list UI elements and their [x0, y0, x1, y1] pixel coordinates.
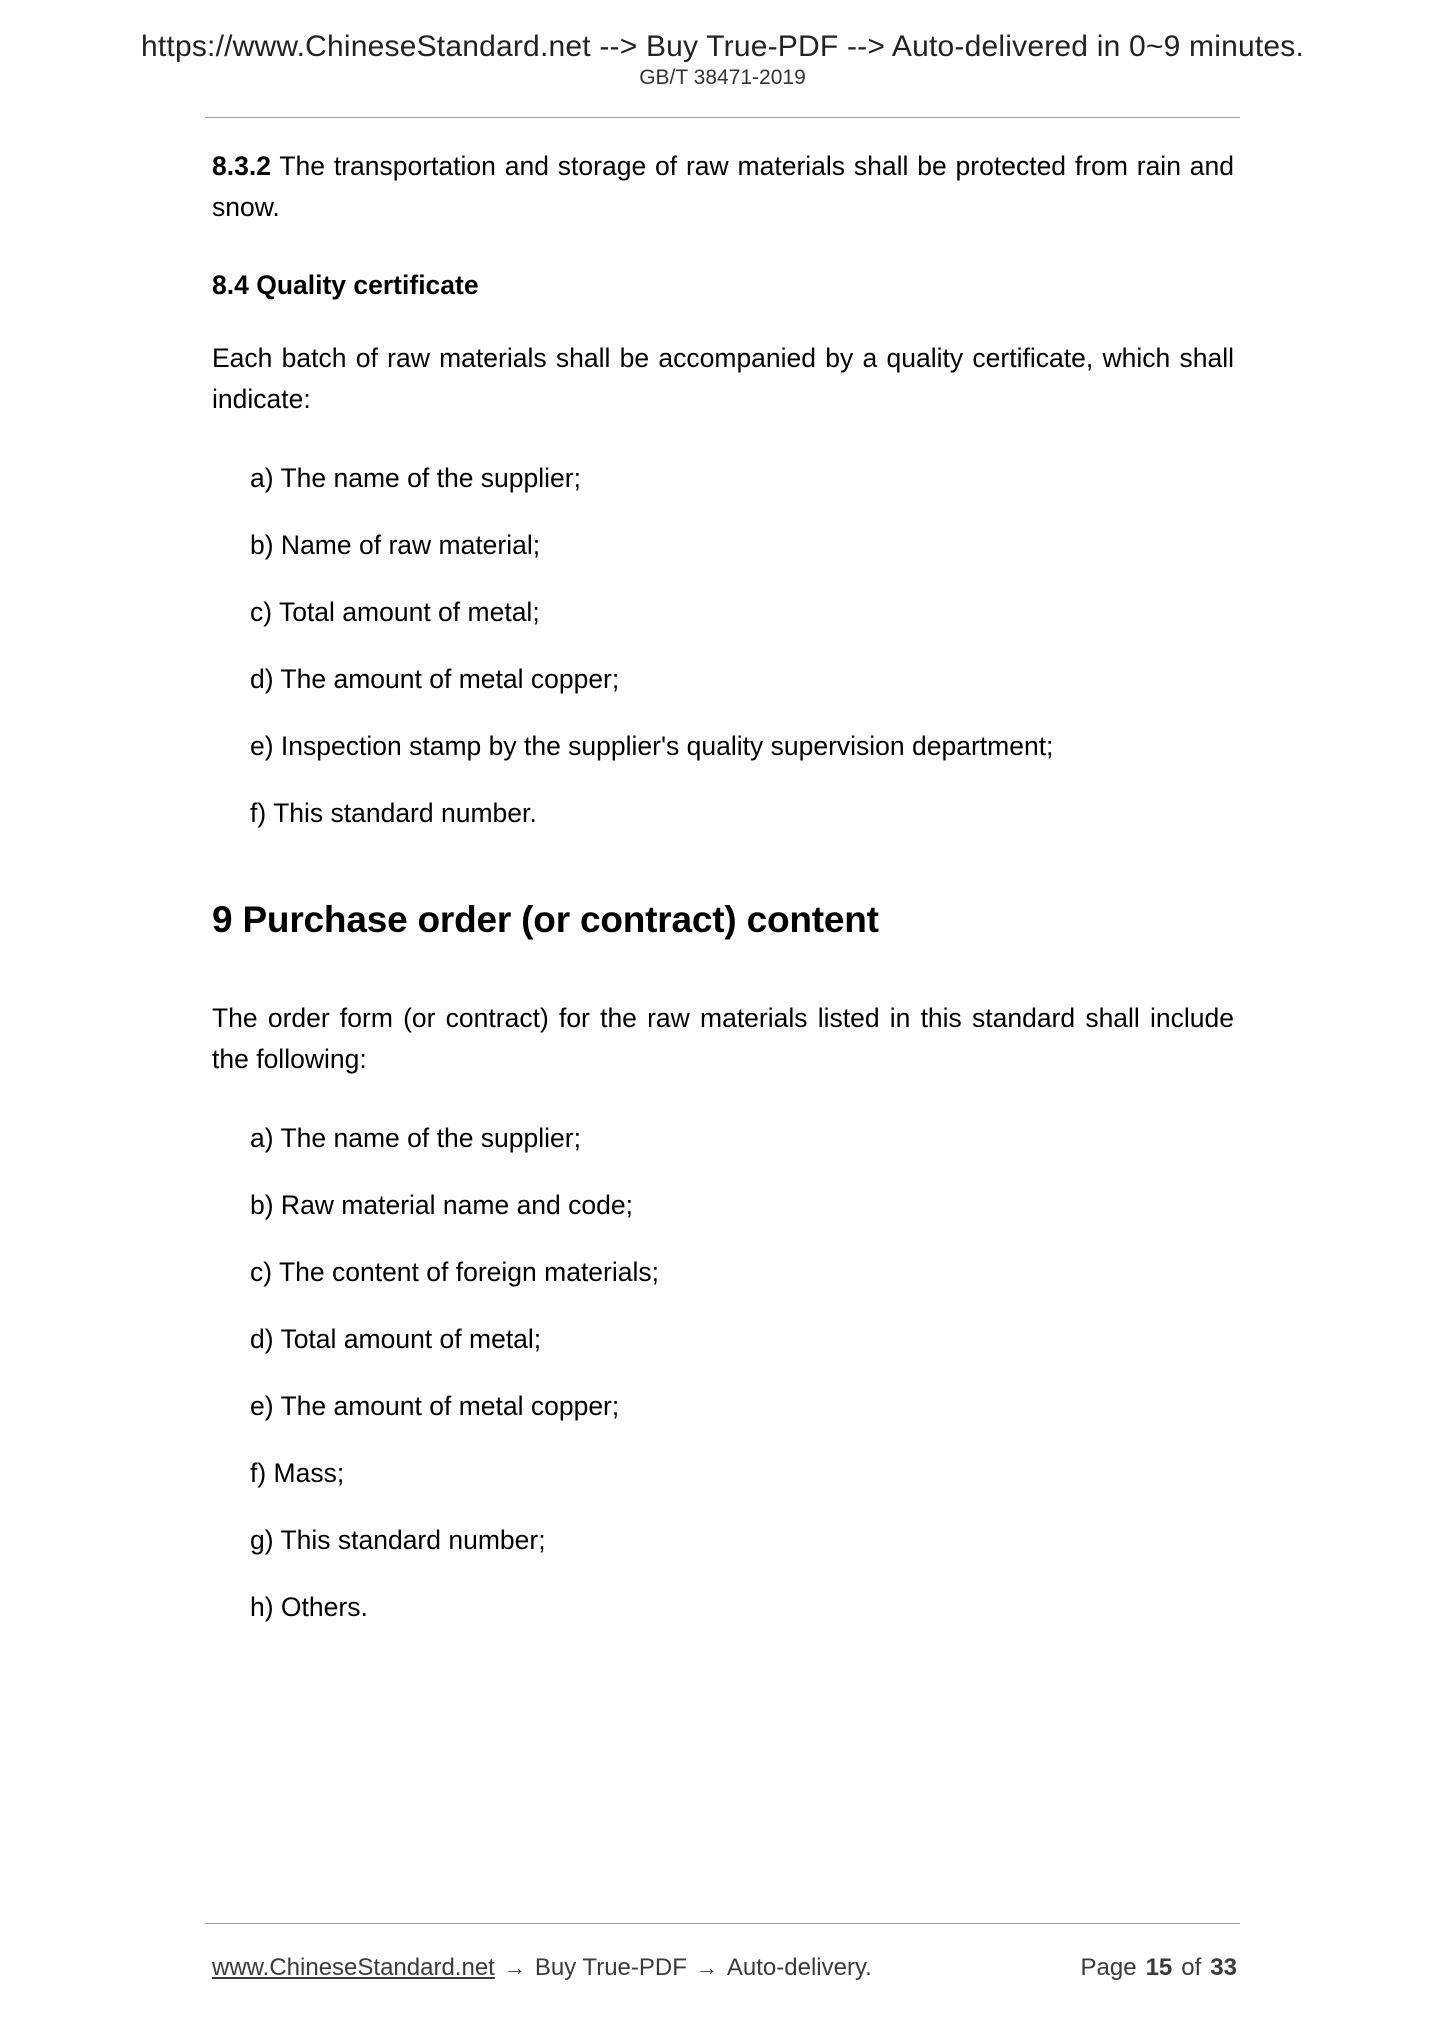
- list-item: g) This standard number;: [250, 1525, 546, 1555]
- arrow-right-icon: →: [503, 1955, 526, 1980]
- page-header: [0, 30, 1445, 90]
- list-item: e) The amount of metal copper;: [250, 1391, 620, 1421]
- page-indicator: [1081, 1954, 1237, 1982]
- footer-divider: [205, 1923, 1240, 1924]
- section-9-heading-block: [212, 896, 1234, 944]
- list-item: a) The name of the supplier;: [250, 463, 581, 493]
- footer-site-link[interactable]: www.ChineseStandard.net: [212, 1954, 495, 1981]
- order-item-list: [212, 1118, 1234, 1628]
- list-item: e) Inspection stamp by the supplier's quality supervision department;: [250, 731, 1054, 761]
- page-number: 15: [1145, 1954, 1173, 1981]
- list-item: a) The name of the supplier;: [250, 1123, 581, 1153]
- header-divider: [205, 117, 1240, 118]
- list-item: f) This standard number.: [250, 798, 537, 828]
- page-label: Page: [1080, 1954, 1137, 1981]
- arrow-right-icon: →: [695, 1955, 718, 1980]
- section-9-intro-block: [212, 998, 1234, 1080]
- list-item: b) Name of raw material;: [250, 530, 541, 560]
- page-content: [212, 146, 1234, 1628]
- clause-8-4-intro: Each batch of raw materials shall be accompanied by a quality certificate, which shall indicate:: [212, 343, 1234, 414]
- page-footer: [205, 1954, 1240, 1982]
- footer-delivery-label: Auto-delivery.: [726, 1954, 872, 1981]
- clause-8-4-heading: 8.4 Quality certificate: [212, 270, 479, 300]
- page-total: 33: [1210, 1954, 1237, 1981]
- page-of-label: of: [1181, 1954, 1202, 1981]
- certificate-item-list: [212, 458, 1234, 834]
- list-item: c) The content of foreign materials;: [250, 1257, 659, 1287]
- list-item: f) Mass;: [250, 1458, 345, 1488]
- section-9-intro: The order form (or contract) for the raw materials listed in this standard shall include the following:: [212, 1003, 1234, 1074]
- clause-8-3-2: [212, 146, 1234, 228]
- list-item: b) Raw material name and code;: [250, 1190, 633, 1220]
- clause-8-3-2-number: 8.3.2: [212, 151, 271, 181]
- list-item: c) Total amount of metal;: [250, 597, 540, 627]
- list-item: d) Total amount of metal;: [250, 1324, 542, 1354]
- footer-buy-label: Buy True-PDF: [534, 1954, 687, 1981]
- clause-8-4-intro-block: [212, 338, 1234, 420]
- clause-8-4-heading-block: [212, 266, 1234, 304]
- promo-banner: https://www.ChineseStandard.net --> Buy True-PDF --> Auto-delivered in 0~9 minutes.: [141, 30, 1304, 63]
- footer-promo: [212, 1954, 872, 1982]
- list-item: d) The amount of metal copper;: [250, 664, 620, 694]
- list-item: h) Others.: [250, 1592, 368, 1622]
- section-9-heading: 9 Purchase order (or contract) content: [212, 899, 879, 940]
- standard-number: GB/T 38471-2019: [639, 66, 806, 89]
- clause-8-3-2-text: The transportation and storage of raw materials shall be protected from rain and snow.: [212, 151, 1234, 222]
